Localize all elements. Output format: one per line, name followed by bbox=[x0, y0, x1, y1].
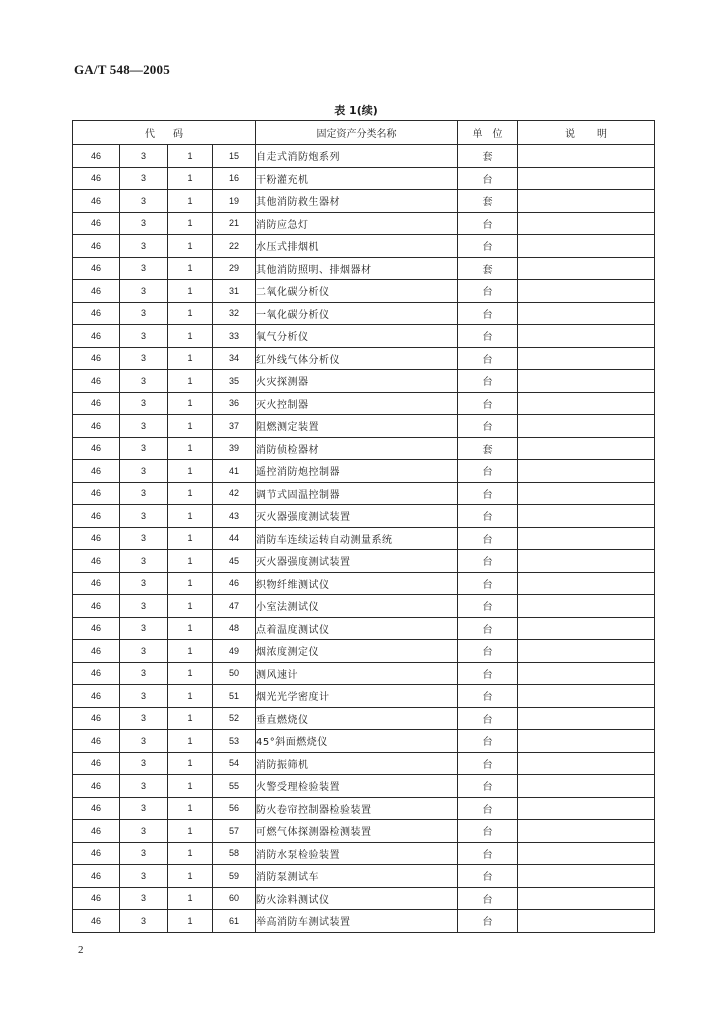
asset-name-cell: 干粉灌充机 bbox=[256, 167, 458, 190]
table-header-row bbox=[73, 121, 655, 145]
note-cell bbox=[518, 640, 655, 663]
code-middle-cell: 3 bbox=[120, 820, 168, 843]
asset-name-cell: 点着温度测试仪 bbox=[256, 617, 458, 640]
table-row bbox=[73, 820, 655, 843]
code-minor-cell: 1 bbox=[168, 820, 213, 843]
code-major-cell: 46 bbox=[73, 842, 120, 865]
code-middle-cell: 3 bbox=[120, 392, 168, 415]
code-major-cell: 46 bbox=[73, 235, 120, 258]
code-major-cell: 46 bbox=[73, 662, 120, 685]
code-major-cell: 46 bbox=[73, 910, 120, 933]
unit-cell: 台 bbox=[458, 662, 518, 685]
unit-cell: 台 bbox=[458, 325, 518, 348]
code-detail-cell: 53 bbox=[213, 730, 256, 753]
note-cell bbox=[518, 482, 655, 505]
code-major-cell: 46 bbox=[73, 145, 120, 168]
table-row bbox=[73, 752, 655, 775]
unit-cell: 台 bbox=[458, 460, 518, 483]
table-row bbox=[73, 527, 655, 550]
unit-cell: 台 bbox=[458, 707, 518, 730]
table-row bbox=[73, 910, 655, 933]
code-middle-cell: 3 bbox=[120, 415, 168, 438]
table-row bbox=[73, 707, 655, 730]
code-middle-cell: 3 bbox=[120, 685, 168, 708]
table-row bbox=[73, 797, 655, 820]
asset-name-cell: 二氧化碳分析仪 bbox=[256, 280, 458, 303]
code-major-cell: 46 bbox=[73, 437, 120, 460]
code-minor-cell: 1 bbox=[168, 572, 213, 595]
code-detail-cell: 57 bbox=[213, 820, 256, 843]
asset-name-cell: 防火卷帘控制器检验装置 bbox=[256, 797, 458, 820]
asset-name-cell: 消防水泵检验装置 bbox=[256, 842, 458, 865]
table-row bbox=[73, 167, 655, 190]
note-cell bbox=[518, 820, 655, 843]
code-detail-cell: 39 bbox=[213, 437, 256, 460]
unit-cell: 套 bbox=[458, 145, 518, 168]
asset-name-cell: 红外线气体分析仪 bbox=[256, 347, 458, 370]
asset-name-cell: 其他消防照明、排烟器材 bbox=[256, 257, 458, 280]
code-detail-cell: 29 bbox=[213, 257, 256, 280]
table-caption bbox=[0, 102, 704, 118]
note-cell bbox=[518, 370, 655, 393]
code-major-cell: 46 bbox=[73, 392, 120, 415]
code-detail-cell: 32 bbox=[213, 302, 256, 325]
code-major-cell: 46 bbox=[73, 640, 120, 663]
unit-cell: 台 bbox=[458, 347, 518, 370]
code-minor-cell: 1 bbox=[168, 302, 213, 325]
unit-cell: 台 bbox=[458, 752, 518, 775]
code-detail-cell: 48 bbox=[213, 617, 256, 640]
code-detail-cell: 36 bbox=[213, 392, 256, 415]
code-middle-cell: 3 bbox=[120, 752, 168, 775]
unit-cell: 台 bbox=[458, 910, 518, 933]
asset-name-cell: 调节式固温控制器 bbox=[256, 482, 458, 505]
asset-name-cell: 自走式消防炮系列 bbox=[256, 145, 458, 168]
table-row bbox=[73, 460, 655, 483]
code-minor-cell: 1 bbox=[168, 392, 213, 415]
table-row bbox=[73, 482, 655, 505]
unit-cell: 台 bbox=[458, 640, 518, 663]
unit-cell: 台 bbox=[458, 527, 518, 550]
code-detail-cell: 58 bbox=[213, 842, 256, 865]
code-major-cell: 46 bbox=[73, 280, 120, 303]
asset-name-cell: 氧气分析仪 bbox=[256, 325, 458, 348]
code-middle-cell: 3 bbox=[120, 437, 168, 460]
code-minor-cell: 1 bbox=[168, 370, 213, 393]
code-detail-cell: 42 bbox=[213, 482, 256, 505]
unit-cell: 台 bbox=[458, 302, 518, 325]
asset-name-cell: 消防车连续运转自动测量系统 bbox=[256, 527, 458, 550]
code-major-cell: 46 bbox=[73, 730, 120, 753]
code-minor-cell: 1 bbox=[168, 505, 213, 528]
unit-cell: 台 bbox=[458, 617, 518, 640]
table-row bbox=[73, 662, 655, 685]
unit-header: 单位 bbox=[458, 121, 518, 145]
code-middle-cell: 3 bbox=[120, 617, 168, 640]
asset-name-cell: 灭火控制器 bbox=[256, 392, 458, 415]
code-detail-cell: 56 bbox=[213, 797, 256, 820]
code-middle-cell: 3 bbox=[120, 190, 168, 213]
code-middle-cell: 3 bbox=[120, 595, 168, 618]
code-detail-cell: 35 bbox=[213, 370, 256, 393]
code-major-cell: 46 bbox=[73, 527, 120, 550]
code-minor-cell: 1 bbox=[168, 775, 213, 798]
unit-cell: 台 bbox=[458, 775, 518, 798]
table-row bbox=[73, 572, 655, 595]
unit-cell: 套 bbox=[458, 190, 518, 213]
code-middle-cell: 3 bbox=[120, 910, 168, 933]
code-detail-cell: 43 bbox=[213, 505, 256, 528]
note-cell bbox=[518, 797, 655, 820]
asset-name-cell: 灭火器强度测试装置 bbox=[256, 550, 458, 573]
asset-name-cell: 45°斜面燃烧仪 bbox=[256, 730, 458, 753]
unit-cell: 台 bbox=[458, 370, 518, 393]
code-major-cell: 46 bbox=[73, 550, 120, 573]
code-minor-cell: 1 bbox=[168, 325, 213, 348]
code-detail-cell: 22 bbox=[213, 235, 256, 258]
code-minor-cell: 1 bbox=[168, 595, 213, 618]
code-minor-cell: 1 bbox=[168, 235, 213, 258]
table-row bbox=[73, 190, 655, 213]
code-minor-cell: 1 bbox=[168, 910, 213, 933]
code-detail-cell: 41 bbox=[213, 460, 256, 483]
code-major-cell: 46 bbox=[73, 325, 120, 348]
unit-cell: 台 bbox=[458, 392, 518, 415]
note-cell bbox=[518, 392, 655, 415]
table-row bbox=[73, 505, 655, 528]
unit-cell: 套 bbox=[458, 437, 518, 460]
note-cell bbox=[518, 550, 655, 573]
unit-cell: 台 bbox=[458, 730, 518, 753]
code-middle-cell: 3 bbox=[120, 212, 168, 235]
note-cell bbox=[518, 145, 655, 168]
code-major-cell: 46 bbox=[73, 302, 120, 325]
table-row bbox=[73, 775, 655, 798]
code-middle-cell: 3 bbox=[120, 775, 168, 798]
code-minor-cell: 1 bbox=[168, 482, 213, 505]
code-detail-cell: 49 bbox=[213, 640, 256, 663]
code-middle-cell: 3 bbox=[120, 662, 168, 685]
table-row bbox=[73, 595, 655, 618]
code-middle-cell: 3 bbox=[120, 370, 168, 393]
code-middle-cell: 3 bbox=[120, 797, 168, 820]
code-major-cell: 46 bbox=[73, 752, 120, 775]
code-major-cell: 46 bbox=[73, 212, 120, 235]
table-row bbox=[73, 392, 655, 415]
code-minor-cell: 1 bbox=[168, 212, 213, 235]
table-row bbox=[73, 685, 655, 708]
table-row bbox=[73, 617, 655, 640]
note-cell bbox=[518, 910, 655, 933]
table-row bbox=[73, 730, 655, 753]
asset-name-cell: 水压式排烟机 bbox=[256, 235, 458, 258]
table-row bbox=[73, 437, 655, 460]
asset-name-cell: 小室法测试仪 bbox=[256, 595, 458, 618]
table-row bbox=[73, 235, 655, 258]
code-middle-cell: 3 bbox=[120, 347, 168, 370]
table-row bbox=[73, 145, 655, 168]
code-major-cell: 46 bbox=[73, 370, 120, 393]
unit-cell: 台 bbox=[458, 550, 518, 573]
asset-name-cell: 可燃气体探测器检测装置 bbox=[256, 820, 458, 843]
code-detail-cell: 52 bbox=[213, 707, 256, 730]
code-detail-cell: 46 bbox=[213, 572, 256, 595]
code-middle-cell: 3 bbox=[120, 482, 168, 505]
code-major-cell: 46 bbox=[73, 820, 120, 843]
code-minor-cell: 1 bbox=[168, 752, 213, 775]
code-major-cell: 46 bbox=[73, 797, 120, 820]
table-row bbox=[73, 415, 655, 438]
asset-name-cell: 测风速计 bbox=[256, 662, 458, 685]
note-cell bbox=[518, 460, 655, 483]
code-major-cell: 46 bbox=[73, 505, 120, 528]
code-middle-cell: 3 bbox=[120, 640, 168, 663]
code-major-cell: 46 bbox=[73, 887, 120, 910]
unit-cell: 台 bbox=[458, 482, 518, 505]
table-row bbox=[73, 865, 655, 888]
name-header: 固定资产分类名称 bbox=[256, 121, 458, 145]
code-detail-cell: 21 bbox=[213, 212, 256, 235]
code-middle-cell: 3 bbox=[120, 550, 168, 573]
code-header: 代码 bbox=[73, 121, 256, 145]
asset-name-cell: 消防侦检器材 bbox=[256, 437, 458, 460]
note-cell bbox=[518, 325, 655, 348]
asset-name-cell: 举高消防车测试装置 bbox=[256, 910, 458, 933]
code-middle-cell: 3 bbox=[120, 257, 168, 280]
note-cell bbox=[518, 437, 655, 460]
code-middle-cell: 3 bbox=[120, 145, 168, 168]
code-minor-cell: 1 bbox=[168, 685, 213, 708]
note-cell bbox=[518, 280, 655, 303]
asset-name-cell: 遥控消防炮控制器 bbox=[256, 460, 458, 483]
unit-cell: 台 bbox=[458, 685, 518, 708]
code-minor-cell: 1 bbox=[168, 865, 213, 888]
unit-cell: 台 bbox=[458, 865, 518, 888]
note-cell bbox=[518, 347, 655, 370]
code-major-cell: 46 bbox=[73, 617, 120, 640]
code-middle-cell: 3 bbox=[120, 460, 168, 483]
asset-name-cell: 消防泵测试车 bbox=[256, 865, 458, 888]
code-minor-cell: 1 bbox=[168, 347, 213, 370]
code-middle-cell: 3 bbox=[120, 325, 168, 348]
asset-name-cell: 一氧化碳分析仪 bbox=[256, 302, 458, 325]
asset-name-cell: 火警受理检验装置 bbox=[256, 775, 458, 798]
code-minor-cell: 1 bbox=[168, 617, 213, 640]
note-cell bbox=[518, 752, 655, 775]
code-major-cell: 46 bbox=[73, 707, 120, 730]
code-detail-cell: 44 bbox=[213, 527, 256, 550]
asset-name-cell: 灭火器强度测试装置 bbox=[256, 505, 458, 528]
asset-name-cell: 织物纤维测试仪 bbox=[256, 572, 458, 595]
code-middle-cell: 3 bbox=[120, 865, 168, 888]
code-minor-cell: 1 bbox=[168, 527, 213, 550]
table-row bbox=[73, 640, 655, 663]
table-row bbox=[73, 212, 655, 235]
code-minor-cell: 1 bbox=[168, 167, 213, 190]
note-cell bbox=[518, 527, 655, 550]
code-major-cell: 46 bbox=[73, 775, 120, 798]
code-detail-cell: 19 bbox=[213, 190, 256, 213]
code-major-cell: 46 bbox=[73, 460, 120, 483]
code-detail-cell: 16 bbox=[213, 167, 256, 190]
code-minor-cell: 1 bbox=[168, 145, 213, 168]
asset-name-cell: 烟浓度测定仪 bbox=[256, 640, 458, 663]
note-cell bbox=[518, 595, 655, 618]
code-minor-cell: 1 bbox=[168, 257, 213, 280]
unit-cell: 台 bbox=[458, 212, 518, 235]
code-detail-cell: 15 bbox=[213, 145, 256, 168]
table-row bbox=[73, 887, 655, 910]
code-detail-cell: 51 bbox=[213, 685, 256, 708]
table-row bbox=[73, 370, 655, 393]
table-row bbox=[73, 302, 655, 325]
code-minor-cell: 1 bbox=[168, 662, 213, 685]
code-middle-cell: 3 bbox=[120, 707, 168, 730]
code-detail-cell: 61 bbox=[213, 910, 256, 933]
asset-classification-table bbox=[72, 120, 655, 933]
code-detail-cell: 59 bbox=[213, 865, 256, 888]
code-detail-cell: 50 bbox=[213, 662, 256, 685]
code-middle-cell: 3 bbox=[120, 302, 168, 325]
note-cell bbox=[518, 190, 655, 213]
code-major-cell: 46 bbox=[73, 167, 120, 190]
asset-name-cell: 垂直燃烧仪 bbox=[256, 707, 458, 730]
code-major-cell: 46 bbox=[73, 482, 120, 505]
code-major-cell: 46 bbox=[73, 595, 120, 618]
code-middle-cell: 3 bbox=[120, 887, 168, 910]
asset-name-cell: 烟光光学密度计 bbox=[256, 685, 458, 708]
code-minor-cell: 1 bbox=[168, 550, 213, 573]
table-row bbox=[73, 550, 655, 573]
note-cell bbox=[518, 730, 655, 753]
unit-cell: 套 bbox=[458, 257, 518, 280]
document-code: GA/T 548—2005 bbox=[74, 62, 170, 77]
note-cell bbox=[518, 257, 655, 280]
code-minor-cell: 1 bbox=[168, 640, 213, 663]
unit-cell: 台 bbox=[458, 572, 518, 595]
code-minor-cell: 1 bbox=[168, 730, 213, 753]
note-cell bbox=[518, 865, 655, 888]
note-header: 说明 bbox=[518, 121, 655, 145]
table-row bbox=[73, 257, 655, 280]
unit-cell: 台 bbox=[458, 415, 518, 438]
unit-cell: 台 bbox=[458, 797, 518, 820]
code-middle-cell: 3 bbox=[120, 730, 168, 753]
table-caption-text: 表 1(续) bbox=[334, 104, 378, 117]
note-cell bbox=[518, 617, 655, 640]
code-middle-cell: 3 bbox=[120, 505, 168, 528]
asset-name-cell: 火灾探测器 bbox=[256, 370, 458, 393]
note-cell bbox=[518, 775, 655, 798]
code-minor-cell: 1 bbox=[168, 280, 213, 303]
note-cell bbox=[518, 167, 655, 190]
note-cell bbox=[518, 887, 655, 910]
code-minor-cell: 1 bbox=[168, 190, 213, 213]
unit-cell: 台 bbox=[458, 595, 518, 618]
asset-name-cell: 阻燃测定装置 bbox=[256, 415, 458, 438]
table-row bbox=[73, 347, 655, 370]
code-detail-cell: 55 bbox=[213, 775, 256, 798]
code-major-cell: 46 bbox=[73, 257, 120, 280]
code-major-cell: 46 bbox=[73, 415, 120, 438]
code-detail-cell: 33 bbox=[213, 325, 256, 348]
note-cell bbox=[518, 707, 655, 730]
code-detail-cell: 45 bbox=[213, 550, 256, 573]
note-cell bbox=[518, 302, 655, 325]
asset-name-cell: 防火涂料测试仪 bbox=[256, 887, 458, 910]
code-detail-cell: 54 bbox=[213, 752, 256, 775]
note-cell bbox=[518, 685, 655, 708]
table-row bbox=[73, 842, 655, 865]
unit-cell: 台 bbox=[458, 280, 518, 303]
code-minor-cell: 1 bbox=[168, 797, 213, 820]
code-middle-cell: 3 bbox=[120, 842, 168, 865]
code-major-cell: 46 bbox=[73, 347, 120, 370]
code-middle-cell: 3 bbox=[120, 280, 168, 303]
code-minor-cell: 1 bbox=[168, 460, 213, 483]
table-row bbox=[73, 280, 655, 303]
note-cell bbox=[518, 415, 655, 438]
code-major-cell: 46 bbox=[73, 865, 120, 888]
note-cell bbox=[518, 212, 655, 235]
table-body bbox=[73, 145, 655, 933]
unit-cell: 台 bbox=[458, 887, 518, 910]
code-detail-cell: 34 bbox=[213, 347, 256, 370]
page-number: 2 bbox=[78, 944, 84, 956]
unit-cell: 台 bbox=[458, 820, 518, 843]
note-cell bbox=[518, 505, 655, 528]
code-middle-cell: 3 bbox=[120, 572, 168, 595]
code-minor-cell: 1 bbox=[168, 707, 213, 730]
note-cell bbox=[518, 662, 655, 685]
unit-cell: 台 bbox=[458, 842, 518, 865]
asset-name-cell: 消防应急灯 bbox=[256, 212, 458, 235]
code-major-cell: 46 bbox=[73, 190, 120, 213]
note-cell bbox=[518, 842, 655, 865]
code-detail-cell: 47 bbox=[213, 595, 256, 618]
code-detail-cell: 37 bbox=[213, 415, 256, 438]
code-minor-cell: 1 bbox=[168, 437, 213, 460]
code-middle-cell: 3 bbox=[120, 527, 168, 550]
unit-cell: 台 bbox=[458, 505, 518, 528]
code-minor-cell: 1 bbox=[168, 887, 213, 910]
table-row bbox=[73, 325, 655, 348]
unit-cell: 台 bbox=[458, 235, 518, 258]
code-middle-cell: 3 bbox=[120, 235, 168, 258]
code-detail-cell: 31 bbox=[213, 280, 256, 303]
note-cell bbox=[518, 572, 655, 595]
code-major-cell: 46 bbox=[73, 685, 120, 708]
code-major-cell: 46 bbox=[73, 572, 120, 595]
unit-cell: 台 bbox=[458, 167, 518, 190]
code-minor-cell: 1 bbox=[168, 842, 213, 865]
code-middle-cell: 3 bbox=[120, 167, 168, 190]
code-minor-cell: 1 bbox=[168, 415, 213, 438]
code-detail-cell: 60 bbox=[213, 887, 256, 910]
asset-name-cell: 消防振筛机 bbox=[256, 752, 458, 775]
note-cell bbox=[518, 235, 655, 258]
asset-name-cell: 其他消防救生器材 bbox=[256, 190, 458, 213]
